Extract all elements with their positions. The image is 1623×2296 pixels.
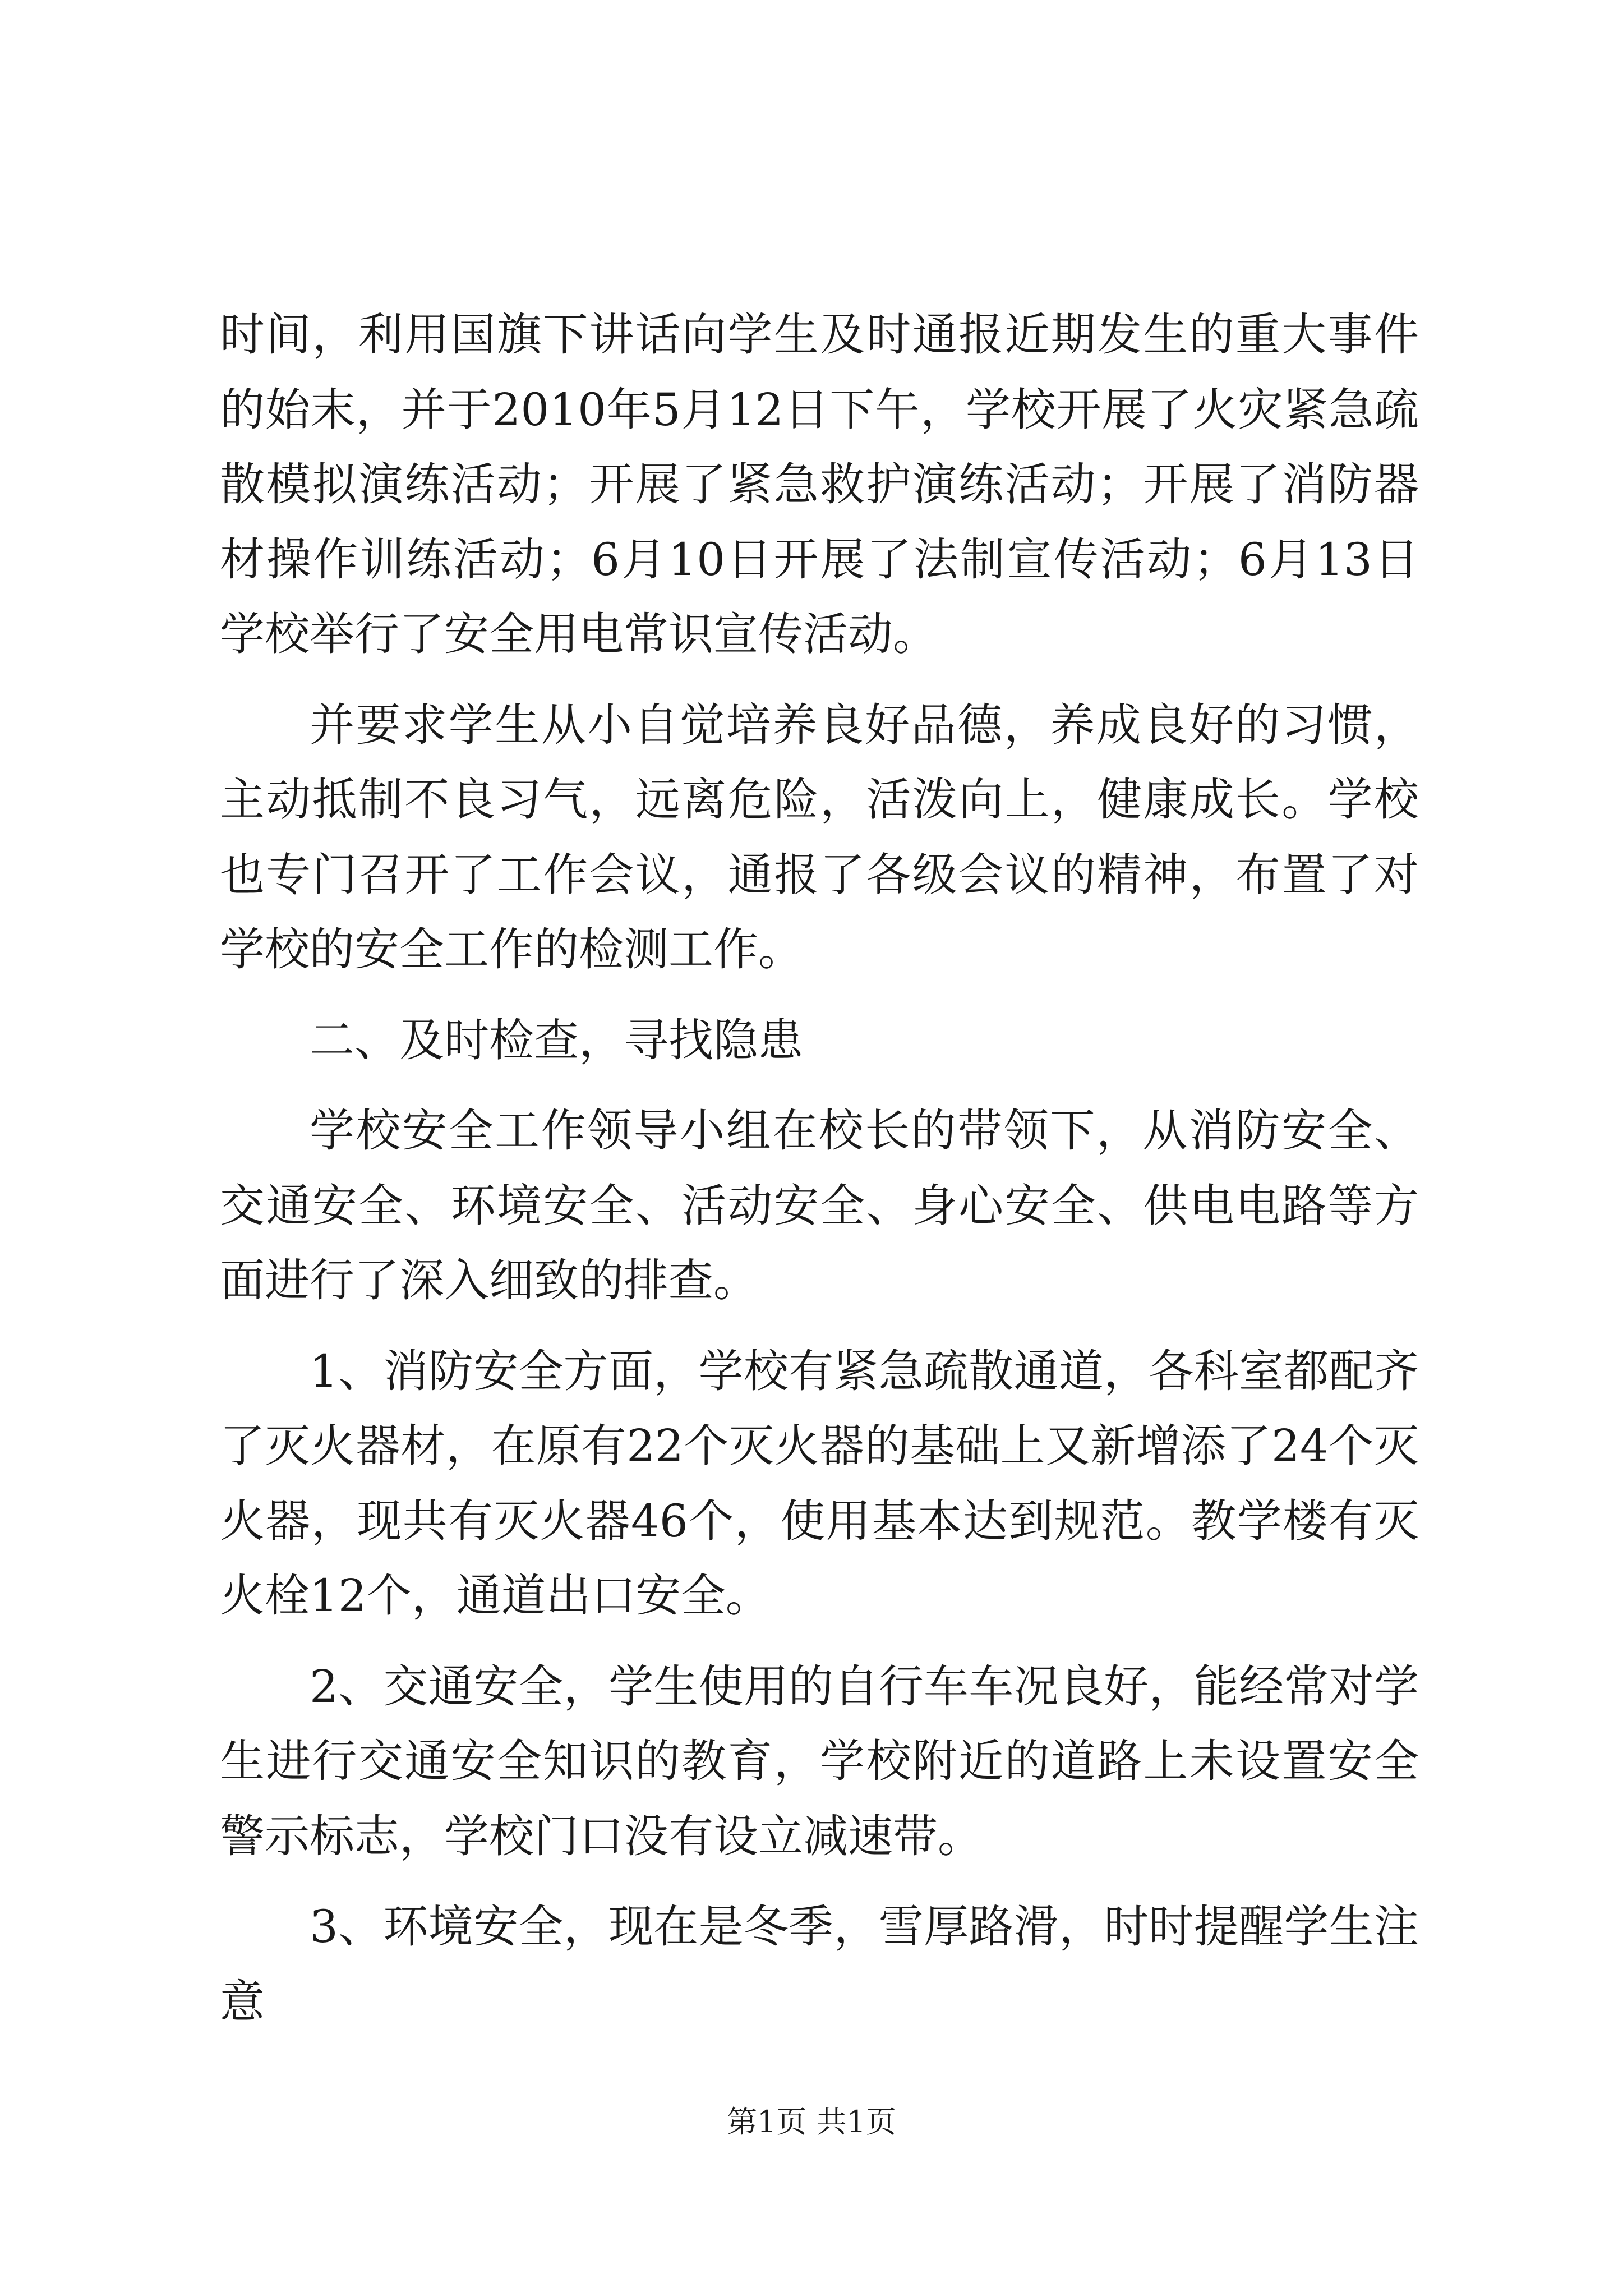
paragraph-fire-safety: 1、消防安全方面，学校有紧急疏散通道，各科室都配齐了灭火器材，在原有22个灭火器的基础上又新增添了24个灭火器，现共有灭火器46个，使用基本达到规范。教学楼有灭火栓12个，通道出口安全。 [220,1345,1419,1622]
paragraph-inspection-intro: 学校安全工作领导小组在校长的带领下，从消防安全、交通安全、环境安全、活动安全、身心安全、供电电路等方面进行了深入细致的排查。 [220,1105,1419,1306]
section-heading-inspection: 二、及时检查，寻找隐患 [310,1014,803,1066]
document-body [220,297,1419,2055]
paragraph-continuation: 时间，利用国旗下讲话向学生及时通报近期发生的重大事件的始末，并于2010年5月12日下午，学校开展了火灾紧急疏散模拟演练活动；开展了紧急救护演练活动；开展了消防器材操作训练活动；6月10日开展了法制宣传活动；6月13日学校举行了安全用电常识宣传活动。 [220,309,1419,660]
paragraph-traffic-safety: 2、交通安全，学生使用的自行车车况良好，能经常对学生进行交通安全知识的教育，学校附近的道路上未设置安全警示标志，学校门口没有设立减速带。 [220,1660,1419,1862]
paragraph-student-education: 并要求学生从小自觉培养良好品德，养成良好的习惯，主动抵制不良习气，远离危险，活泼向上，健康成长。学校也专门召开了工作会议，通报了各级会议的精神，布置了对学校的安全工作的检测工作。 [220,698,1419,976]
page-number-footer: 第1页 共1页 [727,2104,896,2139]
paragraph-environment-safety: 3、环境安全，现在是冬季，雪厚路滑，时时提醒学生注意 [220,1901,1419,2028]
